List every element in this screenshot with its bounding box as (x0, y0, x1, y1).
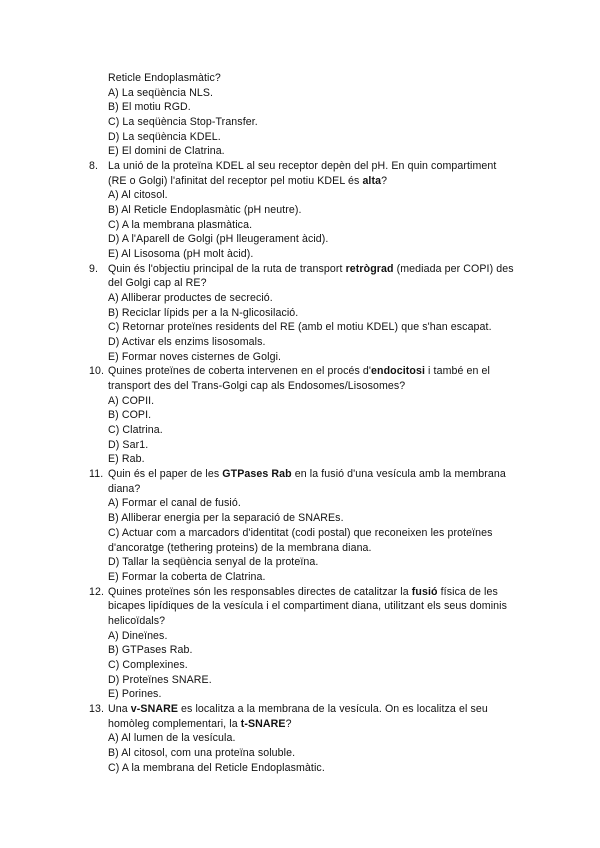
answer-option: B) Al citosol, com una proteïna soluble. (108, 746, 296, 759)
question-text: es localitza a la membrana de la vesícula. On es localitza el seu (177, 702, 488, 715)
answer-option: B) COPI. (108, 409, 152, 422)
answer-option: B) Al Reticle Endoplasmàtic (pH neutre). (108, 204, 302, 217)
answer-option: C) A la membrana del Reticle Endoplasmàtic. (108, 761, 325, 774)
question-text-line (0, 174, 600, 189)
answer-option: A) La seqüència NLS. (108, 86, 214, 99)
answer-option: E) Formar noves cisternes de Golgi. (108, 350, 282, 363)
question-text: Quines proteïnes de coberta intervenen en el procés d' (108, 365, 372, 378)
answer-option: D) Tallar la seqüència senyal de la proteïna. (108, 556, 319, 569)
answer-option: E) Rab. (108, 453, 145, 466)
question-text: diana? (108, 482, 141, 495)
question-first-line (0, 585, 600, 600)
bold-term: v-SNARE (130, 702, 178, 715)
question-text-line (0, 599, 600, 614)
answer-option: C) Actuar com a marcadors d'identitat (codi postal) que reconeixen les proteïnes (108, 526, 493, 539)
question-text: transport des del Trans-Golgi cap als Endosomes/Lisosomes? (108, 380, 406, 393)
question-number: 11. (89, 468, 104, 481)
answer-option: D) Sar1. (108, 438, 149, 451)
question-first-line (0, 262, 600, 277)
question-text-line (0, 482, 600, 497)
answer-option: E) El domini de Clatrina. (108, 145, 225, 158)
question-text: ? (381, 174, 388, 187)
answer-option: B) El motiu RGD. (108, 101, 191, 114)
question-text: ? (285, 717, 292, 730)
question-number: 10. (89, 365, 105, 378)
answer-option: A) COPII. (108, 394, 155, 407)
question-text: en la fusió d'una vesícula amb la membrana (291, 468, 506, 481)
question-text: Quin és el paper de les (108, 468, 223, 481)
answer-option: B) Reciclar lípids per a la N-glicosilació. (108, 306, 299, 319)
answer-option: E) Formar la coberta de Clatrina. (108, 570, 266, 583)
question-number: 12. (89, 585, 105, 598)
answer-option: C) La seqüència Stop-Transfer. (108, 116, 258, 129)
answer-option: D) A l'Aparell de Golgi (pH lleugerament àcid). (108, 233, 329, 246)
question-first-line (0, 364, 600, 379)
question-text: i també en el (425, 365, 490, 378)
question-text-line (0, 717, 600, 732)
question-text-line (0, 276, 600, 291)
question-text: La unió de la proteïna KDEL al seu receptor depèn del pH. En quin compartiment (108, 160, 497, 173)
answer-option: B) GTPases Rab. (108, 644, 193, 657)
answer-option: A) Dineïnes. (108, 629, 168, 642)
bold-term: alta (362, 174, 382, 187)
question-text-line (0, 379, 600, 394)
answer-option: E) Porines. (108, 688, 162, 701)
question-text: (mediada per COPI) des (393, 262, 514, 275)
question-first-line (0, 467, 600, 482)
bold-term: t-SNARE (240, 717, 286, 730)
question-text: Quin és l'objectiu principal de la ruta de transport (108, 262, 346, 275)
bold-term: endocitosi (371, 365, 425, 378)
bold-term: retrògrad (345, 262, 394, 275)
answer-option: D) Proteïnes SNARE. (108, 673, 212, 686)
question-text-line (0, 614, 600, 629)
question-text-line: Reticle Endoplasmàtic? (108, 72, 221, 84)
question-text: homòleg complementari, la (108, 717, 241, 730)
answer-option: C) Complexines. (108, 658, 188, 671)
bold-term: fusió (411, 585, 438, 598)
answer-option: B) Alliberar energia per la separació de SNAREs. (108, 512, 344, 525)
answer-option: D) Activar els enzims lisosomals. (108, 336, 266, 349)
question-text: bicapes lipídiques de la vesícula i el compartiment diana, utilitzant els seus dominis (108, 600, 508, 613)
question-first-line (0, 702, 600, 717)
answer-option: A) Al lumen de la vesícula. (108, 732, 236, 745)
question-first-line (0, 159, 600, 174)
answer-option: D) La seqüència KDEL. (108, 130, 221, 143)
question-number: 9. (89, 262, 99, 275)
answer-option: C) Retornar proteïnes residents del RE (amb el motiu KDEL) que s'han escapat. (108, 321, 492, 334)
answer-option: A) Al citosol. (108, 189, 168, 202)
question-text: (RE o Golgi) l'afinitat del receptor pel motiu KDEL és (108, 174, 363, 187)
question-number: 8. (89, 160, 99, 173)
question-list (0, 71, 600, 775)
question-text: Una (108, 702, 131, 715)
question-text: Quines proteïnes són les responsables directes de catalitzar la (108, 585, 412, 598)
question-text: helicoïdals? (108, 614, 166, 627)
answer-option: C) Clatrina. (108, 424, 163, 437)
question-text: física de les (437, 585, 498, 598)
question-text: del Golgi cap al RE? (108, 277, 207, 290)
answer-option: d'ancoratge (tethering proteins) de la membrana diana. (108, 541, 372, 554)
answer-option: C) A la membrana plasmàtica. (108, 218, 253, 231)
question-number: 13. (89, 702, 105, 715)
answer-option: A) Formar el canal de fusió. (108, 497, 241, 510)
answer-option: E) Al Lisosoma (pH molt àcid). (108, 248, 254, 261)
bold-term: GTPases Rab (222, 468, 292, 481)
answer-option: A) Alliberar productes de secreció. (108, 292, 273, 305)
